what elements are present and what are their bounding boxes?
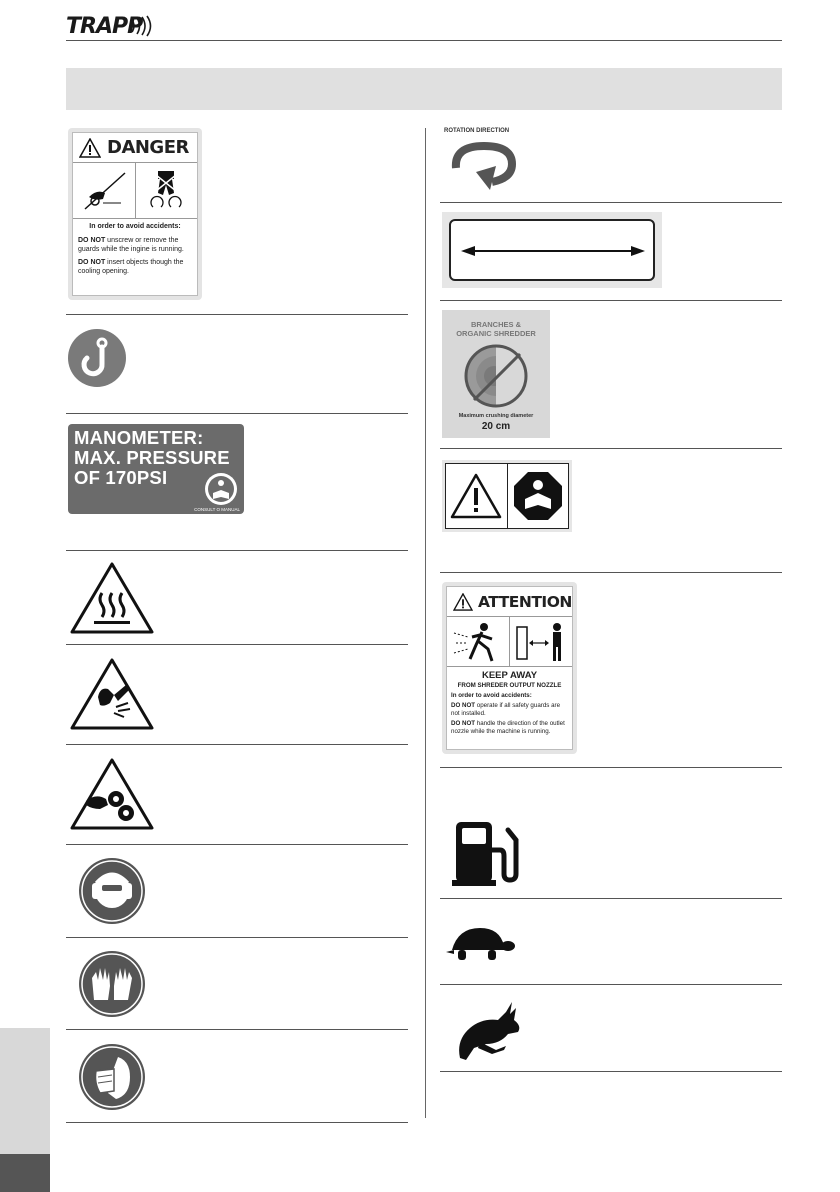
thrown-object-icon bbox=[450, 619, 506, 665]
gear-crush-icon bbox=[70, 757, 154, 831]
rotation-direction-label bbox=[444, 128, 534, 190]
row-divider bbox=[66, 1029, 408, 1030]
rotating-arrows-icon bbox=[143, 167, 189, 215]
rotation-caption: ROTATION DIRECTION bbox=[444, 128, 510, 134]
double-arrow-icon bbox=[451, 221, 655, 281]
manometer-line1: MANOMETER: bbox=[74, 427, 204, 448]
row-divider bbox=[440, 767, 782, 768]
hook-icon bbox=[67, 328, 127, 388]
manometer-line3: OF 170PSI bbox=[74, 467, 168, 488]
attention-title: ATTENTION bbox=[478, 592, 572, 611]
attention-label bbox=[442, 582, 577, 754]
rabbit-icon bbox=[452, 1000, 522, 1062]
branches-shredder-label bbox=[442, 310, 550, 438]
branches-title-line1: BRANCHES & bbox=[470, 320, 521, 329]
rotation-arrow-icon bbox=[448, 138, 518, 190]
manometer-line2: MAX. PRESSURE bbox=[74, 447, 230, 468]
warning-manual-label bbox=[442, 460, 572, 532]
trapp-logo bbox=[66, 12, 176, 40]
branch-diameter-icon bbox=[460, 342, 532, 410]
row-divider bbox=[440, 300, 782, 301]
section-band bbox=[66, 68, 782, 110]
gloves-icon bbox=[78, 950, 146, 1018]
attention-from: FROM SHREDER OUTPUT NOZZLE bbox=[457, 682, 562, 689]
attention-keep-away: KEEP AWAY bbox=[481, 670, 538, 681]
row-divider bbox=[440, 202, 782, 203]
row-divider bbox=[440, 898, 782, 899]
warning-triangle-icon bbox=[453, 593, 473, 611]
danger-title: DANGER bbox=[107, 137, 189, 158]
row-divider bbox=[66, 644, 408, 645]
side-tab-marker bbox=[0, 1154, 50, 1192]
manometer-badge-caption: CONSULT O MANUAL bbox=[194, 507, 240, 512]
keep-distance-icon bbox=[513, 619, 569, 665]
row-divider bbox=[440, 984, 782, 985]
row-divider bbox=[66, 844, 408, 845]
danger-line2: DO NOT insert objects though the cooling opening. bbox=[78, 259, 184, 275]
row-divider bbox=[66, 937, 408, 938]
attention-line2: DO NOT handle the direction of the outlet nozzle while the machine is running. bbox=[451, 720, 565, 735]
hot-surface-icon bbox=[70, 561, 154, 635]
row-divider bbox=[66, 314, 408, 315]
header-rule bbox=[66, 40, 782, 41]
double-arrow-label bbox=[442, 212, 662, 288]
ear-eye-protection-icon bbox=[78, 857, 146, 925]
warning-triangle-icon bbox=[450, 472, 502, 520]
read-manual-icon bbox=[204, 472, 238, 506]
column-divider bbox=[425, 128, 426, 1118]
danger-line1: DO NOT unscrew or remove the guards while the ingine is running. bbox=[78, 236, 184, 253]
warning-triangle-icon bbox=[79, 138, 101, 158]
branches-title-line2: ORGANIC SHREDDER bbox=[456, 329, 536, 338]
row-divider bbox=[440, 448, 782, 449]
danger-label bbox=[68, 128, 202, 300]
hand-cut-icon bbox=[70, 657, 154, 731]
logo-text: TRAPP bbox=[66, 14, 143, 39]
logo-waves-icon bbox=[128, 15, 158, 37]
read-manual-icon bbox=[511, 469, 565, 523]
row-divider bbox=[440, 1071, 782, 1072]
turtle-icon bbox=[444, 920, 516, 966]
row-divider bbox=[66, 744, 408, 745]
row-divider bbox=[66, 550, 408, 551]
branches-size: 20 cm bbox=[481, 421, 511, 432]
manometer-label bbox=[68, 424, 244, 514]
attention-line1: DO NOT operate if all safety guards are not installed. bbox=[451, 702, 561, 717]
row-divider bbox=[66, 1122, 408, 1123]
attention-subtitle: In order to avoid accidents: bbox=[451, 692, 532, 699]
branches-caption: Maximum crushing diameter bbox=[458, 413, 534, 419]
fuel-pump-icon bbox=[452, 818, 520, 888]
danger-subtitle: In order to avoid accidents: bbox=[89, 223, 181, 230]
hand-entanglement-icon bbox=[81, 171, 127, 211]
row-divider bbox=[66, 413, 408, 414]
row-divider bbox=[440, 572, 782, 573]
face-mask-icon bbox=[78, 1043, 146, 1111]
